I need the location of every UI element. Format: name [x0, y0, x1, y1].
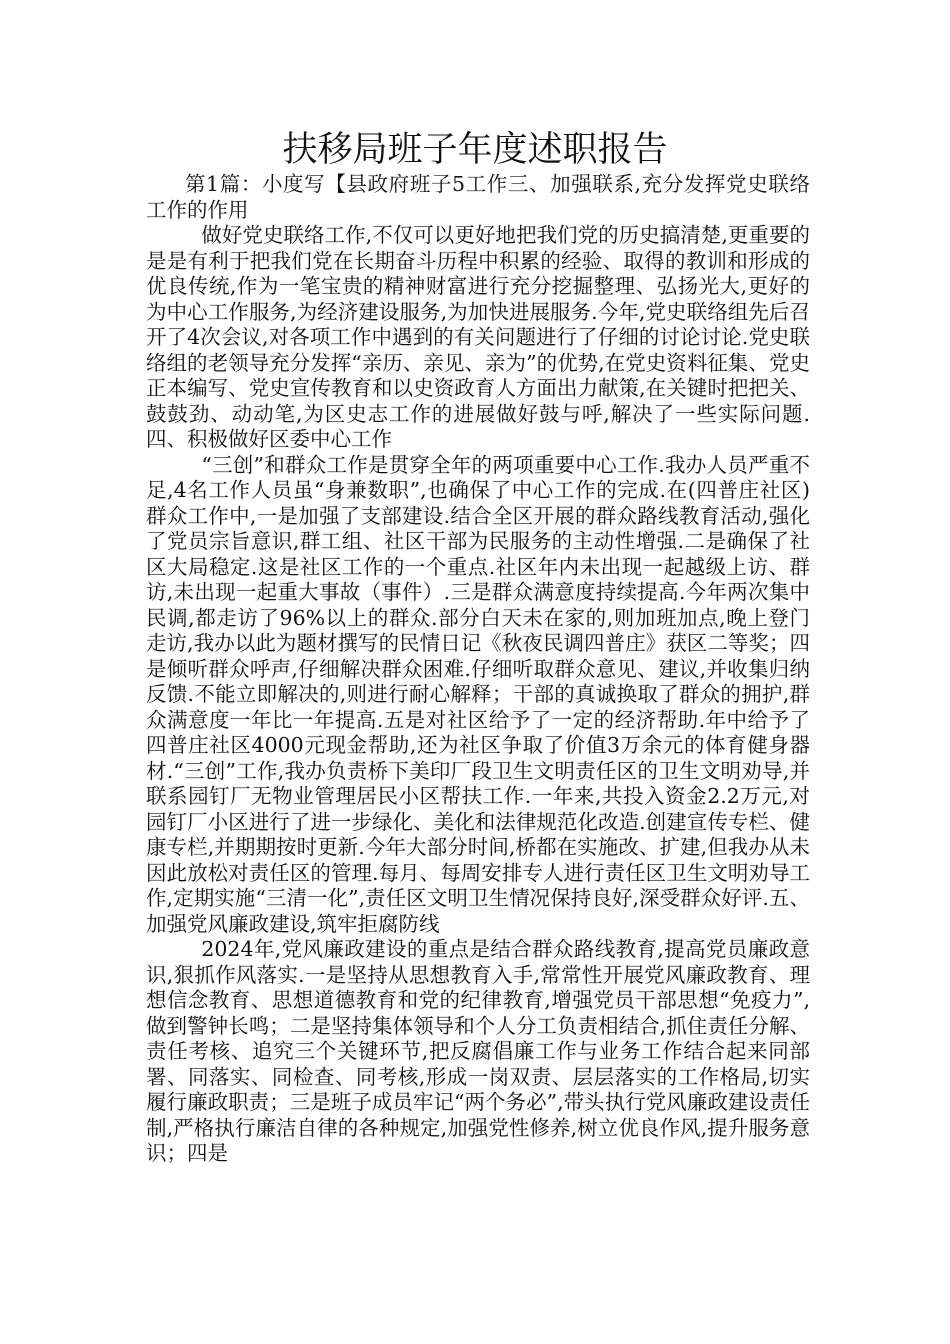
document-title: 扶移局班子年度述职报告 [282, 130, 668, 170]
paragraph-clean-governance: 2024年,党风廉政建设的重点是结合群众路线教育,提高党员廉政意识,狠抓作风落实.一是坚持从思想教育入手,常常性开展党风廉政教育、理想信念教育、思想道德教育和党的纪律教育,增强党员干部思想“免疫力”,做到警钟长鸣；二是坚持集体领导和个人分工负责相结合,抓住责任分解、责任考核、追究三个关键环节,把反腐倡廉工作与业务工作结合起来同部署、同落实、同检查、同考核,形成一岗双责、层层落实的工作格局,切实履行廉政职责；三是班子成员牢记“两个务必”,带头执行党风廉政建设责任制,严格执行廉洁自律的各种规定,加强党性修养,树立优良作风,提升服务意识；四是 [146, 937, 810, 1165]
paragraph-party-history: 做好党史联络工作,不仅可以更好地把我们党的历史搞清楚,更重要的是是有利于把我们党在长期奋斗历程中积累的经验、取得的教训和形成的优良传统,作为一笔宝贵的精神财富进行充分挖掘整理、弘扬光大,更好的为中心工作服务,为经济建设服务,为加快进展服务.今年,党史联络组先后召开了4次会议,对各项工作中遇到的有关问题进行了仔细的讨论讨论.党史联络组的老领导充分发挥“亲历、亲见、亲为”的优势,在党史资料征集、党史正本编写、党史宣传教育和以史资政育人方面出力献策,在关键时把把关、鼓鼓劲、动动笔,为区史志工作的进展做好鼓与呼,解决了一些实际问题.四、积极做好区委中心工作 [146, 223, 810, 451]
document-body [146, 172, 810, 1167]
paragraph-central-work: “三创”和群众工作是贯穿全年的两项重要中心工作.我办人员严重不足,4名工作人员虽“身兼数职”,也确保了中心工作的完成.在(四普庄社区)群众工作中,一是加强了支部建设.结合全区开展的群众路线教育活动,强化了党员宗旨意识,群工组、社区干部为民服务的主动性增强.二是确保了社区大局稳定.这是社区工作的一个重点.社区年内未出现一起越级上访、群访,未出现一起重大事故（事件）.三是群众满意度持续提高.今年两次集中民调,都走访了96%以上的群众.部分白天未在家的,则加班加点,晚上登门走访,我办以此为题材撰写的民情日记《秋夜民调四普庄》获区二等奖；四是倾听群众呼声,仔细解决群众困难.仔细听取群众意见、建议,并收集归纳反馈.不能立即解决的,则进行耐心解释；干部的真诚换取了群众的拥护,群众满意度一年比一年提高.五是对社区给予了一定的经济帮助.年中给予了四普庄社区4000元现金帮助,还为社区争取了价值3万余元的体育健身器材.“三创”工作,我办负责桥下美印厂段卫生文明责任区的卫生文明劝导,并联系园钉厂无物业管理居民小区帮扶工作.一年来,共投入资金2.2万元,对园钉厂小区进行了进一步绿化、美化和法律规范化改造.创建宣传专栏、健康专栏,并期期按时更新.今年大部分时间,桥都在实施改、扩建,但我办从未因此放松对责任区的管理.每月、每周安排专人进行责任区卫生文明劝导工作,定期实施“三清一化”,责任区文明卫生情况保持良好,深受群众好评.五、加强党风廉政建设,筑牢拒腐防线 [146, 452, 810, 936]
paragraph-heading: 第1篇：小度写【县政府班子5工作三、加强联系,充分发挥党史联络工作的作用 [146, 172, 810, 222]
